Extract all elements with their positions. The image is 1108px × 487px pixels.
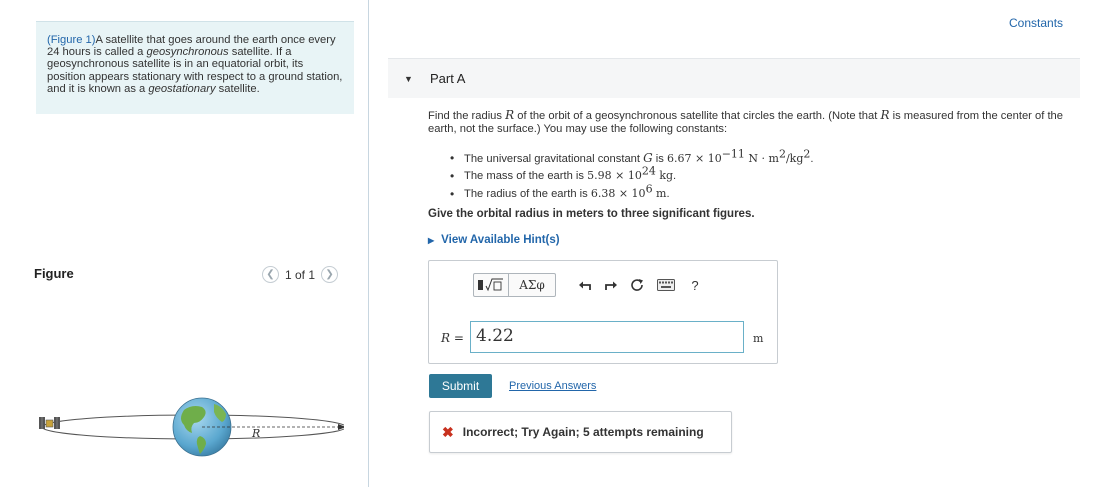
figure-pager — [262, 266, 338, 283]
help-icon: ? — [691, 277, 699, 293]
variable-g: G — [643, 151, 653, 165]
bullet-unit-2-exponent: 2 — [803, 147, 811, 161]
submit-button[interactable]: Submit — [429, 374, 492, 398]
bullet-value: 6.38 × 10 — [590, 187, 646, 200]
previous-answers-link[interactable]: Previous Answers — [509, 380, 597, 392]
constants-link[interactable]: Constants — [1009, 16, 1064, 30]
figure-heading: Figure — [34, 266, 74, 281]
keyboard-icon — [657, 279, 675, 291]
question-text — [428, 109, 1083, 135]
radius-label: R — [252, 427, 261, 440]
bullet-unit-2: /kg — [785, 152, 804, 165]
bullet-text: The mass of the earth is — [464, 170, 588, 182]
instruction-text: Give the orbital radius in meters to three significant figures. — [428, 208, 755, 220]
expand-triangle-icon: ▶ — [428, 235, 435, 245]
bullet-text: The radius of the earth is — [464, 188, 591, 200]
hint-label: View Available Hint(s) — [441, 234, 560, 246]
constant-gravitational: • The universal gravitational constant G is $6.67 \times 10^{-11}$ $N \cdot m^2/kg^2$. — [450, 150, 814, 168]
satellite-icon — [39, 417, 60, 429]
bullet-unit-exponent: 2 — [778, 147, 786, 161]
constant-earth-mass: • The mass of the earth is $5.98 \times 10^{24}$ kg. — [450, 168, 814, 186]
part-a-title: Part A — [430, 71, 466, 86]
answer-label-text: R = — [441, 331, 464, 345]
answer-unit: m — [753, 332, 764, 345]
intro-text-c: satellite. — [215, 82, 260, 95]
help-button[interactable] — [682, 273, 708, 297]
answer-variable-label — [441, 331, 464, 345]
intro-em-b: geostationary — [148, 82, 216, 95]
variable-r-2: R — [880, 108, 890, 122]
bullet-unit: m — [652, 187, 667, 200]
intro-em-a: geosynchronous — [146, 46, 229, 59]
part-a-header[interactable] — [388, 58, 1080, 98]
satellite-orbit-figure — [34, 380, 344, 480]
templates-button[interactable] — [474, 274, 509, 296]
incorrect-x-icon: ✖ — [442, 423, 454, 440]
undo-button[interactable] — [572, 273, 598, 297]
keyboard-button[interactable] — [650, 273, 682, 297]
chevron-left-icon: ❮ — [266, 269, 275, 280]
greek-symbols-button[interactable] — [509, 274, 555, 296]
templates-icon — [477, 277, 505, 293]
feedback-text: Incorrect; Try Again; 5 attempts remaining — [462, 425, 704, 439]
bullet-exponent: 24 — [641, 164, 656, 178]
feedback-message — [429, 411, 732, 453]
variable-r: R — [505, 108, 515, 122]
bullet-unit: N · m — [744, 152, 779, 165]
reset-icon — [630, 278, 644, 292]
chevron-right-icon: ❯ — [325, 269, 334, 280]
constant-earth-radius: • The radius of the earth is $6.38 \times 10^6$ m. — [450, 186, 814, 204]
redo-icon — [604, 278, 618, 292]
bullet-unit: kg — [655, 169, 674, 182]
intro-text-b: satellite. If a geosynchronous satellite is in an equatorial orbit, its position appears stationary with respect to a ground station, and it is known as a — [47, 46, 343, 95]
collapse-triangle-icon[interactable]: ▼ — [404, 74, 413, 84]
figure-link[interactable]: (Figure 1) — [47, 34, 96, 46]
next-figure-button[interactable] — [321, 266, 338, 283]
greek-symbols-label: ΑΣφ — [519, 278, 545, 292]
intro-text-a: A satellite that goes around the earth once every 24 hours is called a — [47, 34, 336, 59]
bullet-value: 6.67 × 10 — [667, 152, 722, 165]
view-hints-link[interactable] — [428, 234, 560, 246]
reset-button[interactable] — [624, 273, 650, 297]
left-panel — [0, 0, 369, 487]
prev-figure-button[interactable] — [262, 266, 279, 283]
answer-box — [428, 260, 778, 364]
question-part-b: of the orbit of a geosynchronous satellite that circles the earth. (Note that — [514, 110, 881, 122]
bullet-exponent: −11 — [721, 147, 745, 161]
bullet-text: The universal gravitational constant — [464, 153, 644, 165]
constants-list — [450, 147, 814, 204]
pager-text: 1 of 1 — [285, 267, 316, 282]
intro-box — [36, 21, 354, 114]
question-part-a: Find the radius — [428, 110, 506, 122]
bullet-exponent: 6 — [645, 182, 653, 196]
undo-icon — [578, 278, 592, 292]
redo-button[interactable] — [598, 273, 624, 297]
math-toolbar — [473, 273, 708, 297]
template-symbol-group — [473, 273, 556, 297]
answer-input[interactable]: 4.22 — [470, 321, 744, 353]
bullet-is: is — [652, 153, 667, 165]
question-part-c: is measured from the center of the earth, not the surface.) You may use the following constants: — [428, 110, 1064, 135]
bullet-value: 5.98 × 10 — [587, 169, 642, 182]
